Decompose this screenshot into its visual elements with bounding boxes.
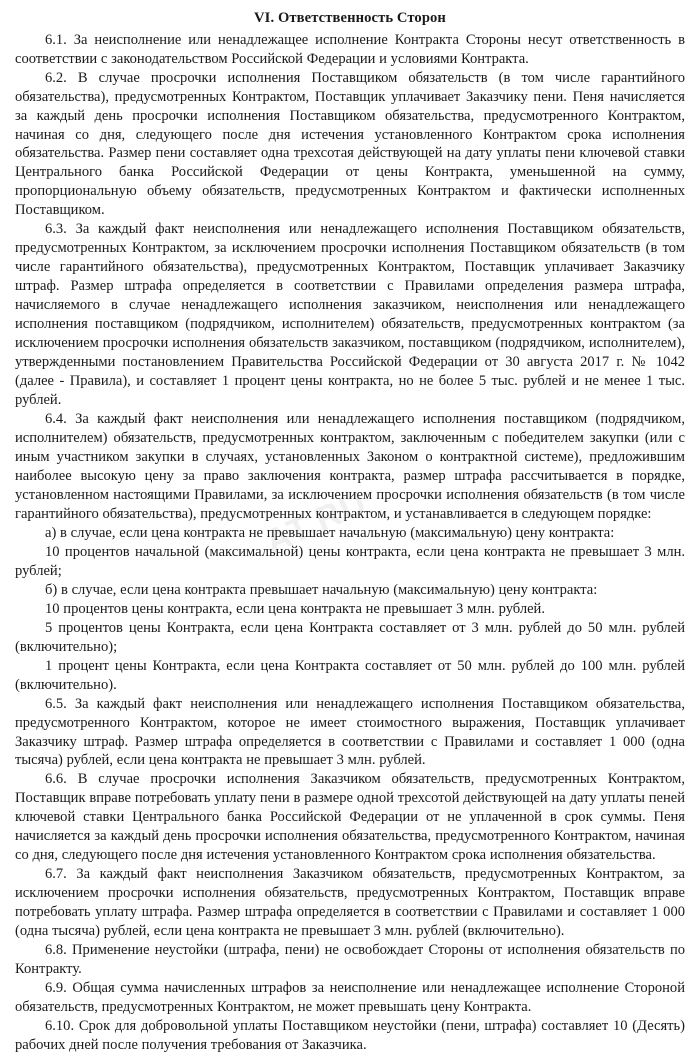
clause-6-4-item-b-tier-3: 1 процент цены Контракта, если цена Контракта составляет от 50 млн. рублей до 100 млн. рублей (включительно). <box>15 657 685 693</box>
clause-6-5: 6.5. За каждый факт неисполнения или ненадлежащего исполнения Поставщиком обязательства, предусмотренного Контрактом, которое не имеет стоимостного выражения, Поставщик уплачивает Заказчику штраф. Размер штрафа определяется в соответствии с Правилами и составляет 1 000 (одна тысяча) рублей, если цена контракта не превышает 3 млн. рублей. <box>15 695 685 769</box>
clause-6-4-item-b-tier-2: 5 процентов цены Контракта, если цена Контракта составляет от 3 млн. рублей до 50 млн. рублей (включительно); <box>15 619 685 655</box>
clause-6-2: 6.2. В случае просрочки исполнения Поставщиком обязательств (в том числе гарантийного обязательства), предусмотренных Контрактом, Поставщик уплачивает Заказчику пени. Пеня начисляется за каждый день просрочки исполнения Поставщиком обязательства, предусмотренного Контрактом, начиная со дня, следующего после дня истечения установленного Контрактом срока исполнения обязательства. Размер пени составляет одна трехсотая действующей на дату уплаты пени ключевой ставки Центрального банка Российской Федерации от цены Контракта, уменьшенной на сумму, пропорциональную объему обязательств, предусмотренных Контрактом и фактически исполненных Поставщиком. <box>15 69 685 219</box>
clause-6-4-item-b-tier-1: 10 процентов цены контракта, если цена контракта не превышает 3 млн. рублей. <box>45 600 545 617</box>
clause-6-4-item-a-tier-1: 10 процентов начальной (максимальной) цены контракта, если цена контракта не превышает 3 млн. рублей; <box>15 543 685 579</box>
clause-6-10: 6.10. Срок для добровольной уплаты Поставщиком неустойки (пени, штрафа) составляет 10 (Десять) рабочих дней после получения требования от Заказчика. <box>15 1018 685 1054</box>
clause-6-8: 6.8. Применение неустойки (штрафа, пени) не освобождает Стороны от исполнения обязательств по Контракту. <box>15 942 685 978</box>
clause-6-3: 6.3. За каждый факт неисполнения или ненадлежащего исполнения Поставщиком обязательств, предусмотренных Контрактом, за исключением просрочки исполнения Поставщиком обязательств (в том числе гарантийного обязательства), предусмотренных Контрактом, Поставщик уплачивает Заказчику штраф. Размер штрафа определяется в соответствии с Правилами определения размера штрафа, начисляемого в случае ненадлежащего исполнения заказчиком, неисполнения или ненадлежащего исполнения поставщиком (подрядчиком, исполнителем) обязательств, предусмотренных контрактом (за исключением просрочки исполнения обязательств заказчиком, поставщиком (подрядчиком, исполнителем), утвержденными постановлением Правительства Российской Федерации от 30 августа 2017 г. № 1042 (далее - Правила), и составляет 1 процент цены контракта, но не более 5 тыс. рублей и не менее 1 тыс. рублей. <box>15 221 685 409</box>
clause-6-7: 6.7. За каждый факт неисполнения Заказчиком обязательств, предусмотренных Контрактом, за исключением просрочки исполнения обязательств, предусмотренных Контрактом, Поставщик вправе потребовать уплату штрафа. Размер штрафа определяется в соответствии с Правилами и составляет 1 000 (одна тысяча) рублей, если цена контракта не превышает 3 млн. рублей (включительно). <box>15 866 685 940</box>
clause-6-4: 6.4. За каждый факт неисполнения или ненадлежащего исполнения поставщиком (подрядчиком, исполнителем) обязательств, предусмотренных контрактом, заключенным с победителем закупки (или с иным участником закупки в случаях, установленных Законом о контрактной системе), предложившим наиболее высокую цену за право заключения контракта, размер штрафа рассчитывается в порядке, установленном настоящими Правилами, за исключением просрочки исполнения обязательств (в том числе гарантийного обязательства), предусмотренных контрактом, и устанавливается в следующем порядке: <box>15 411 685 522</box>
section-heading: VI. Ответственность Сторон <box>254 10 446 26</box>
clause-6-4-item-b: б) в случае, если цена контракта превышает начальную (максимальную) цену контракта: <box>45 581 598 598</box>
clause-6-9: 6.9. Общая сумма начисленных штрафов за неисполнение или ненадлежащее исполнение Стороной обязательств, предусмотренных Контрактом, не может превышать цену Контракта. <box>15 980 685 1016</box>
clause-6-1: 6.1. За неисполнение или ненадлежащее исполнение Контракта Стороны несут ответственность в соответствии с законодательством Российской Федерации и условиями Контракта. <box>15 31 685 67</box>
clause-6-6: 6.6. В случае просрочки исполнения Заказчиком обязательств, предусмотренных Контрактом, Поставщик вправе потребовать уплату пени в размере одной трехсотой действующей на дату уплаты пеней ключевой ставки Центрального банка Российской Федерации от не уплаченной в срок суммы. Пеня начисляется за каждый день просрочки исполнения обязательства, предусмотренного Контрактом, начиная со дня, следующего после дня истечения установленного Контрактом срока исполнения обязательства. <box>15 771 685 864</box>
watermark-text: AT.RU <box>259 482 374 562</box>
clause-6-4-item-a: а) в случае, если цена контракта не превышает начальную (максимальную) цену контракта: <box>45 524 615 541</box>
